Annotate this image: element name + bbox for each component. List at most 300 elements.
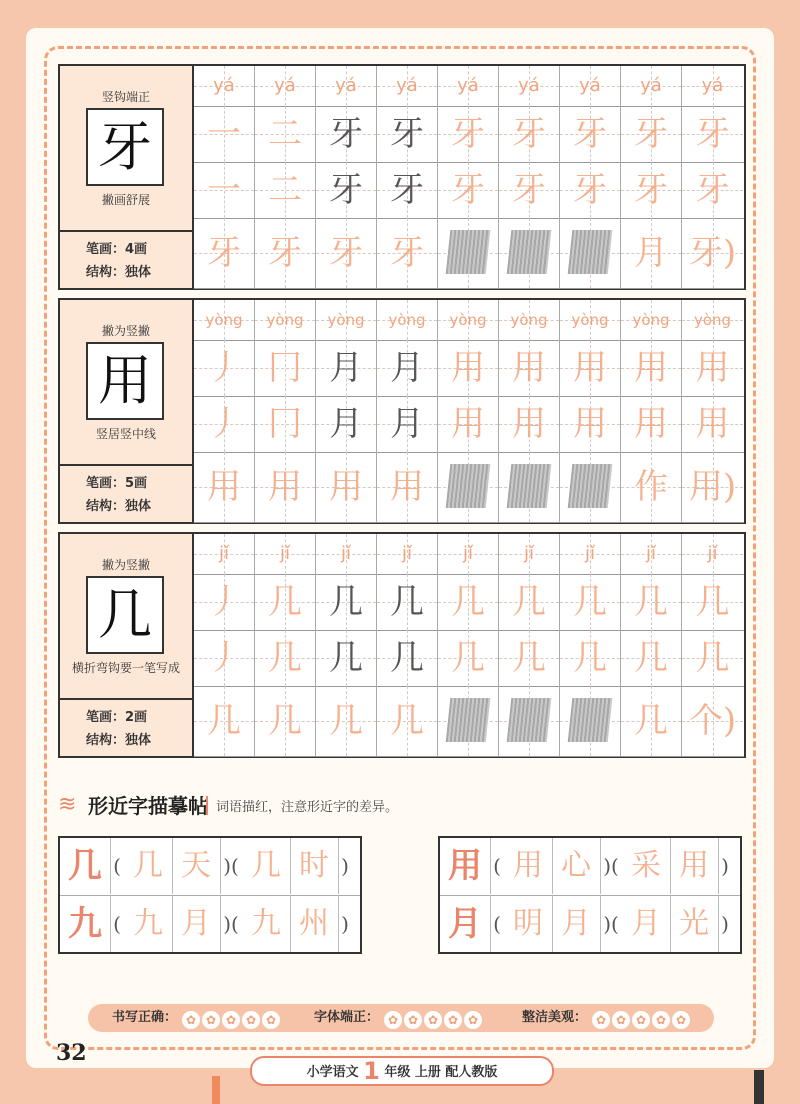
rating-flower-icon[interactable]: ✿ — [612, 1011, 630, 1029]
trace-character: 月 — [390, 404, 424, 444]
writing-cell[interactable] — [316, 340, 377, 396]
pair-character: 月 — [448, 904, 482, 944]
writing-cell[interactable] — [194, 396, 255, 452]
pinyin: yá — [335, 75, 357, 96]
writing-cell[interactable] — [499, 686, 560, 756]
writing-cell[interactable] — [682, 686, 743, 756]
writing-cell[interactable] — [499, 340, 560, 396]
shaded-box — [568, 698, 613, 742]
section-description: 词语描红，注意形近字的差异。 — [206, 796, 398, 815]
pair-cell[interactable] — [440, 838, 491, 894]
trace-character: 几 — [329, 582, 363, 622]
trace-character: 几 — [268, 701, 302, 741]
grid-row — [194, 630, 744, 687]
writing-cell[interactable] — [377, 66, 438, 106]
pinyin: jǐ — [523, 543, 534, 564]
trace-character: 牙 — [207, 233, 241, 273]
pair-character: 用 — [679, 848, 709, 883]
pair-cell[interactable] — [490, 838, 504, 894]
writing-cell[interactable] — [438, 630, 499, 686]
pair-cell[interactable] — [440, 896, 491, 952]
rating-flower-icon[interactable]: ✿ — [262, 1011, 280, 1029]
writing-cell[interactable] — [499, 574, 560, 630]
writing-cell[interactable] — [560, 396, 621, 452]
pair-character: ) — [721, 854, 729, 878]
writing-cell[interactable] — [377, 686, 438, 756]
pinyin: yòng — [632, 311, 670, 329]
pair-cell[interactable] — [338, 896, 352, 952]
trace-character: 牙 — [451, 114, 485, 154]
stroke-info — [60, 698, 192, 756]
char-info-panel — [60, 300, 194, 522]
model-character: 几 — [86, 576, 164, 654]
writing-cell[interactable] — [255, 686, 316, 756]
pair-character: ( — [493, 912, 501, 936]
trace-character: 几 — [329, 638, 363, 678]
grid-row — [194, 534, 744, 575]
pair-character: )( — [603, 854, 619, 878]
tip-top: 撇为竖撇 — [101, 558, 150, 572]
pair-character: 九 — [133, 906, 163, 941]
writing-cell[interactable] — [499, 162, 560, 218]
trace-character: 冂 — [268, 404, 302, 444]
writing-cell[interactable] — [194, 452, 255, 522]
stroke-info — [60, 464, 192, 522]
writing-cell[interactable] — [316, 106, 377, 162]
pinyin: yòng — [449, 311, 487, 329]
writing-cell[interactable] — [377, 106, 438, 162]
trace-character: 几 — [573, 582, 607, 622]
trace-character: 牙 — [329, 170, 363, 210]
trace-character: 几 — [634, 638, 668, 678]
trace-character: 牙 — [329, 114, 363, 154]
trace-character: 牙 — [634, 170, 668, 210]
trace-character: 牙 — [512, 170, 546, 210]
writing-cell[interactable] — [194, 106, 255, 162]
writing-cell[interactable] — [377, 396, 438, 452]
trace-character: 牙) — [688, 233, 737, 273]
writing-cell[interactable] — [255, 452, 316, 522]
pinyin: yòng — [388, 311, 426, 329]
writing-cell[interactable] — [621, 162, 682, 218]
writing-cell[interactable] — [194, 630, 255, 686]
writing-cell[interactable] — [316, 630, 377, 686]
pair-cell[interactable] — [220, 838, 242, 894]
writing-cell[interactable] — [194, 340, 255, 396]
writing-cell[interactable] — [438, 574, 499, 630]
trace-character: 用 — [512, 404, 546, 444]
tip-top: 竖钩端正 — [101, 90, 150, 104]
writing-cell[interactable] — [682, 300, 743, 340]
writing-cell[interactable] — [377, 340, 438, 396]
writing-cell[interactable] — [560, 300, 621, 340]
trace-character: 丿 — [207, 404, 241, 444]
trace-character: 牙 — [268, 233, 302, 273]
wave-icon: ≋ — [58, 792, 77, 817]
writing-cell[interactable] — [560, 340, 621, 396]
writing-cell[interactable] — [621, 630, 682, 686]
trace-character: 牙 — [695, 114, 730, 154]
pinyin: jǐ — [279, 543, 290, 564]
pinyin: yòng — [266, 311, 304, 329]
pair-cell[interactable] — [242, 838, 291, 894]
trace-character: 几 — [268, 582, 302, 622]
writing-cell[interactable] — [438, 162, 499, 218]
writing-cell[interactable] — [255, 630, 316, 686]
writing-cell[interactable] — [316, 534, 377, 574]
eval-neat-stars[interactable] — [384, 1009, 484, 1027]
writing-cell[interactable] — [377, 300, 438, 340]
trace-character: 几 — [207, 701, 241, 741]
writing-cell[interactable] — [682, 218, 743, 288]
writing-cell[interactable] — [682, 534, 743, 574]
pair-cell[interactable] — [718, 896, 732, 952]
grid-row — [194, 106, 744, 163]
trace-character: 几 — [695, 582, 730, 622]
pair-cell[interactable] — [220, 896, 242, 952]
trace-character: 牙 — [573, 170, 607, 210]
writing-cell[interactable] — [316, 162, 377, 218]
trace-character: 牙 — [512, 114, 546, 154]
trace-character: 几 — [512, 638, 546, 678]
writing-cell[interactable] — [438, 396, 499, 452]
pinyin: yá — [701, 75, 724, 96]
writing-cell[interactable] — [499, 106, 560, 162]
pair-cell[interactable] — [172, 838, 221, 894]
writing-cell[interactable] — [682, 106, 743, 162]
pinyin: yá — [213, 75, 235, 96]
pair-line — [60, 895, 360, 952]
pinyin: jǐ — [401, 543, 412, 564]
structure: 结构：独体 — [86, 733, 152, 748]
footer-subject: 小学语文 — [306, 1065, 359, 1080]
trace-character: 几 — [634, 582, 668, 622]
writing-cell[interactable] — [377, 630, 438, 686]
writing-cell[interactable] — [255, 218, 316, 288]
writing-cell[interactable] — [438, 534, 499, 574]
rating-flower-icon[interactable]: ✿ — [222, 1011, 240, 1029]
writing-cell[interactable] — [194, 534, 255, 574]
pair-cell[interactable] — [242, 896, 291, 952]
pair-cell[interactable] — [124, 896, 173, 952]
trace-character: 几 — [390, 638, 424, 678]
pinyin: yòng — [327, 311, 365, 329]
writing-cell[interactable] — [560, 218, 621, 288]
writing-cell[interactable] — [682, 574, 743, 630]
writing-cell[interactable] — [194, 218, 255, 288]
trace-character: 作 — [634, 467, 668, 507]
pair-character: 几 — [133, 848, 163, 883]
practice-unit — [58, 532, 746, 758]
pair-character: 州 — [299, 906, 329, 941]
rating-flower-icon[interactable]: ✿ — [384, 1011, 402, 1029]
pair-character: 采 — [631, 848, 661, 883]
pair-cell[interactable] — [504, 896, 553, 952]
rating-flower-icon[interactable]: ✿ — [592, 1011, 610, 1029]
trace-character: 用 — [451, 404, 485, 444]
writing-cell[interactable] — [560, 534, 621, 574]
pair-cell[interactable] — [600, 896, 622, 952]
rating-flower-icon[interactable]: ✿ — [672, 1011, 690, 1029]
writing-cell[interactable] — [438, 452, 499, 522]
pair-cell[interactable] — [490, 896, 504, 952]
writing-cell[interactable] — [438, 340, 499, 396]
pair-cell[interactable] — [718, 838, 732, 894]
pair-cell[interactable] — [504, 838, 553, 894]
writing-cell[interactable] — [316, 452, 377, 522]
pair-line — [60, 838, 360, 894]
trace-character: 用 — [451, 348, 485, 388]
pinyin: yá — [640, 75, 662, 96]
pair-cell[interactable] — [124, 838, 173, 894]
trace-character: 月 — [634, 233, 668, 273]
writing-cell[interactable] — [621, 452, 682, 522]
writing-cell[interactable] — [194, 162, 255, 218]
writing-cell[interactable] — [560, 686, 621, 756]
pair-cell[interactable] — [60, 896, 111, 952]
writing-cell[interactable] — [255, 534, 316, 574]
pair-cell[interactable] — [670, 896, 719, 952]
trace-character: 一 — [207, 114, 241, 154]
trace-character: 用 — [634, 404, 668, 444]
trace-character: 月 — [329, 404, 363, 444]
pair-cell[interactable] — [290, 896, 339, 952]
rating-flower-icon[interactable]: ✿ — [632, 1011, 650, 1029]
eval-neat-label: 字体端正： — [314, 1010, 380, 1025]
grid-row — [194, 574, 744, 631]
writing-cell[interactable] — [255, 162, 316, 218]
pair-character: ( — [113, 912, 121, 936]
similar-chars-right-box — [438, 836, 742, 954]
writing-grid — [194, 66, 744, 288]
writing-cell[interactable] — [194, 300, 255, 340]
writing-cell[interactable] — [316, 574, 377, 630]
writing-cell[interactable] — [316, 66, 377, 106]
trace-character: 几 — [634, 701, 668, 741]
tip-bottom: 撇画舒展 — [101, 193, 150, 207]
pair-cell[interactable] — [290, 838, 339, 894]
rating-flower-icon[interactable]: ✿ — [424, 1011, 442, 1029]
writing-cell[interactable] — [499, 396, 560, 452]
trace-character: 冂 — [268, 348, 302, 388]
stroke-count: 笔画：4画 — [86, 242, 148, 257]
writing-cell[interactable] — [255, 340, 316, 396]
rating-flower-icon[interactable]: ✿ — [242, 1011, 260, 1029]
pair-character: )( — [223, 854, 239, 878]
writing-cell[interactable] — [621, 218, 682, 288]
model-character: 用 — [86, 342, 164, 420]
trace-character: 几 — [390, 701, 424, 741]
pair-cell[interactable] — [622, 838, 671, 894]
writing-cell[interactable] — [438, 300, 499, 340]
writing-cell[interactable] — [560, 66, 621, 106]
trace-character: 几 — [329, 701, 363, 741]
writing-cell[interactable] — [377, 452, 438, 522]
pinyin: yá — [396, 75, 418, 96]
trace-character: 丿 — [207, 348, 241, 388]
writing-cell[interactable] — [499, 630, 560, 686]
pair-character: ( — [113, 854, 121, 878]
footer-bar-right — [754, 1070, 764, 1104]
writing-cell[interactable] — [438, 106, 499, 162]
writing-cell[interactable] — [682, 452, 743, 522]
structure: 结构：独体 — [86, 499, 152, 514]
trace-character: 月 — [390, 348, 424, 388]
writing-cell[interactable] — [377, 162, 438, 218]
pinyin: jǐ — [340, 543, 351, 564]
writing-cell[interactable] — [621, 66, 682, 106]
writing-cell[interactable] — [682, 630, 743, 686]
writing-cell[interactable] — [682, 162, 743, 218]
writing-cell[interactable] — [499, 300, 560, 340]
writing-cell[interactable] — [560, 106, 621, 162]
writing-cell[interactable] — [682, 66, 743, 106]
writing-cell[interactable] — [255, 106, 316, 162]
shaded-box — [507, 230, 552, 274]
pair-line — [440, 838, 740, 894]
writing-cell[interactable] — [682, 340, 743, 396]
pair-cell[interactable] — [172, 896, 221, 952]
writing-cell[interactable] — [499, 66, 560, 106]
writing-cell[interactable] — [194, 66, 255, 106]
pair-character: 天 — [181, 848, 211, 883]
eval-correct-stars[interactable] — [182, 1009, 282, 1027]
writing-cell[interactable] — [194, 574, 255, 630]
writing-cell[interactable] — [621, 686, 682, 756]
writing-cell[interactable] — [499, 452, 560, 522]
grid-row — [194, 218, 744, 289]
writing-cell[interactable] — [438, 66, 499, 106]
rating-flower-icon[interactable]: ✿ — [404, 1011, 422, 1029]
rating-flower-icon[interactable]: ✿ — [182, 1011, 200, 1029]
writing-cell[interactable] — [255, 574, 316, 630]
pair-cell[interactable] — [600, 838, 622, 894]
practice-unit — [58, 64, 746, 290]
pinyin: yòng — [205, 311, 243, 329]
stroke-count: 笔画：2画 — [86, 710, 148, 725]
pinyin: jǐ — [462, 543, 473, 564]
writing-cell[interactable] — [255, 300, 316, 340]
writing-cell[interactable] — [621, 340, 682, 396]
pair-character: 九 — [251, 906, 281, 941]
shaded-box — [507, 464, 552, 508]
pair-character: 月 — [561, 906, 591, 941]
trace-character: 牙 — [390, 233, 424, 273]
trace-character: 几 — [512, 582, 546, 622]
pinyin: yòng — [510, 311, 548, 329]
writing-cell[interactable] — [377, 574, 438, 630]
trace-character: 用 — [329, 467, 363, 507]
rating-flower-icon[interactable]: ✿ — [202, 1011, 220, 1029]
writing-cell[interactable] — [499, 534, 560, 574]
trace-character: 牙 — [390, 170, 424, 210]
writing-cell[interactable] — [621, 574, 682, 630]
eval-clean-stars[interactable] — [592, 1009, 692, 1027]
pair-character: 几 — [251, 848, 281, 883]
pair-cell[interactable] — [552, 838, 601, 894]
trace-character: 用 — [634, 348, 668, 388]
grid-row — [194, 452, 744, 523]
writing-grid — [194, 534, 744, 756]
writing-cell[interactable] — [377, 218, 438, 288]
pair-cell[interactable] — [60, 838, 111, 894]
writing-cell[interactable] — [682, 396, 743, 452]
pinyin: yá — [579, 75, 601, 96]
pair-character: 时 — [299, 848, 329, 883]
pair-character: 九 — [68, 904, 102, 944]
pair-character: ( — [493, 854, 501, 878]
pair-character: ) — [721, 912, 729, 936]
writing-grid — [194, 300, 744, 522]
shaded-box — [446, 698, 491, 742]
writing-cell[interactable] — [621, 396, 682, 452]
shaded-box — [568, 464, 613, 508]
writing-cell[interactable] — [621, 300, 682, 340]
pinyin: jǐ — [584, 543, 595, 564]
eval-clean-label: 整洁美观： — [522, 1010, 588, 1025]
pinyin: jǐ — [645, 543, 656, 564]
writing-cell[interactable] — [377, 534, 438, 574]
trace-character: 牙 — [634, 114, 668, 154]
trace-character: 牙 — [390, 114, 424, 154]
writing-cell[interactable] — [438, 686, 499, 756]
trace-character: 牙 — [573, 114, 607, 154]
model-character: 牙 — [86, 108, 164, 186]
pair-character: 心 — [561, 848, 591, 883]
writing-cell[interactable] — [316, 218, 377, 288]
grid-row — [194, 686, 744, 757]
writing-cell[interactable] — [560, 452, 621, 522]
pair-cell[interactable] — [110, 838, 124, 894]
pair-cell[interactable] — [338, 838, 352, 894]
writing-cell[interactable] — [560, 574, 621, 630]
pair-character: )( — [603, 912, 619, 936]
writing-cell[interactable] — [255, 66, 316, 106]
pair-cell[interactable] — [110, 896, 124, 952]
writing-cell[interactable] — [316, 396, 377, 452]
writing-cell[interactable] — [255, 396, 316, 452]
rating-flower-icon[interactable]: ✿ — [464, 1011, 482, 1029]
grid-row — [194, 396, 744, 453]
rating-flower-icon[interactable]: ✿ — [652, 1011, 670, 1029]
trace-character: 个) — [688, 701, 737, 741]
writing-cell[interactable] — [194, 686, 255, 756]
tip-bottom: 横折弯钩要一笔写成 — [71, 661, 180, 675]
writing-cell[interactable] — [499, 218, 560, 288]
writing-cell[interactable] — [560, 162, 621, 218]
trace-character: 用 — [573, 404, 607, 444]
char-info-panel — [60, 66, 194, 288]
writing-cell[interactable] — [621, 534, 682, 574]
trace-character: 几 — [268, 638, 302, 678]
stroke-count: 笔画：5画 — [86, 476, 148, 491]
page-number: 32 — [56, 1040, 87, 1066]
writing-cell[interactable] — [316, 686, 377, 756]
pair-character: 月 — [181, 906, 211, 941]
pair-cell[interactable] — [622, 896, 671, 952]
pair-cell[interactable] — [552, 896, 601, 952]
pair-cell[interactable] — [670, 838, 719, 894]
writing-cell[interactable] — [621, 106, 682, 162]
writing-cell[interactable] — [316, 300, 377, 340]
trace-character: 牙 — [451, 170, 485, 210]
rating-flower-icon[interactable]: ✿ — [444, 1011, 462, 1029]
trace-character: 几 — [695, 638, 730, 678]
trace-character: 几 — [451, 638, 485, 678]
pair-character: ) — [341, 854, 349, 878]
writing-cell[interactable] — [438, 218, 499, 288]
writing-cell[interactable] — [560, 630, 621, 686]
